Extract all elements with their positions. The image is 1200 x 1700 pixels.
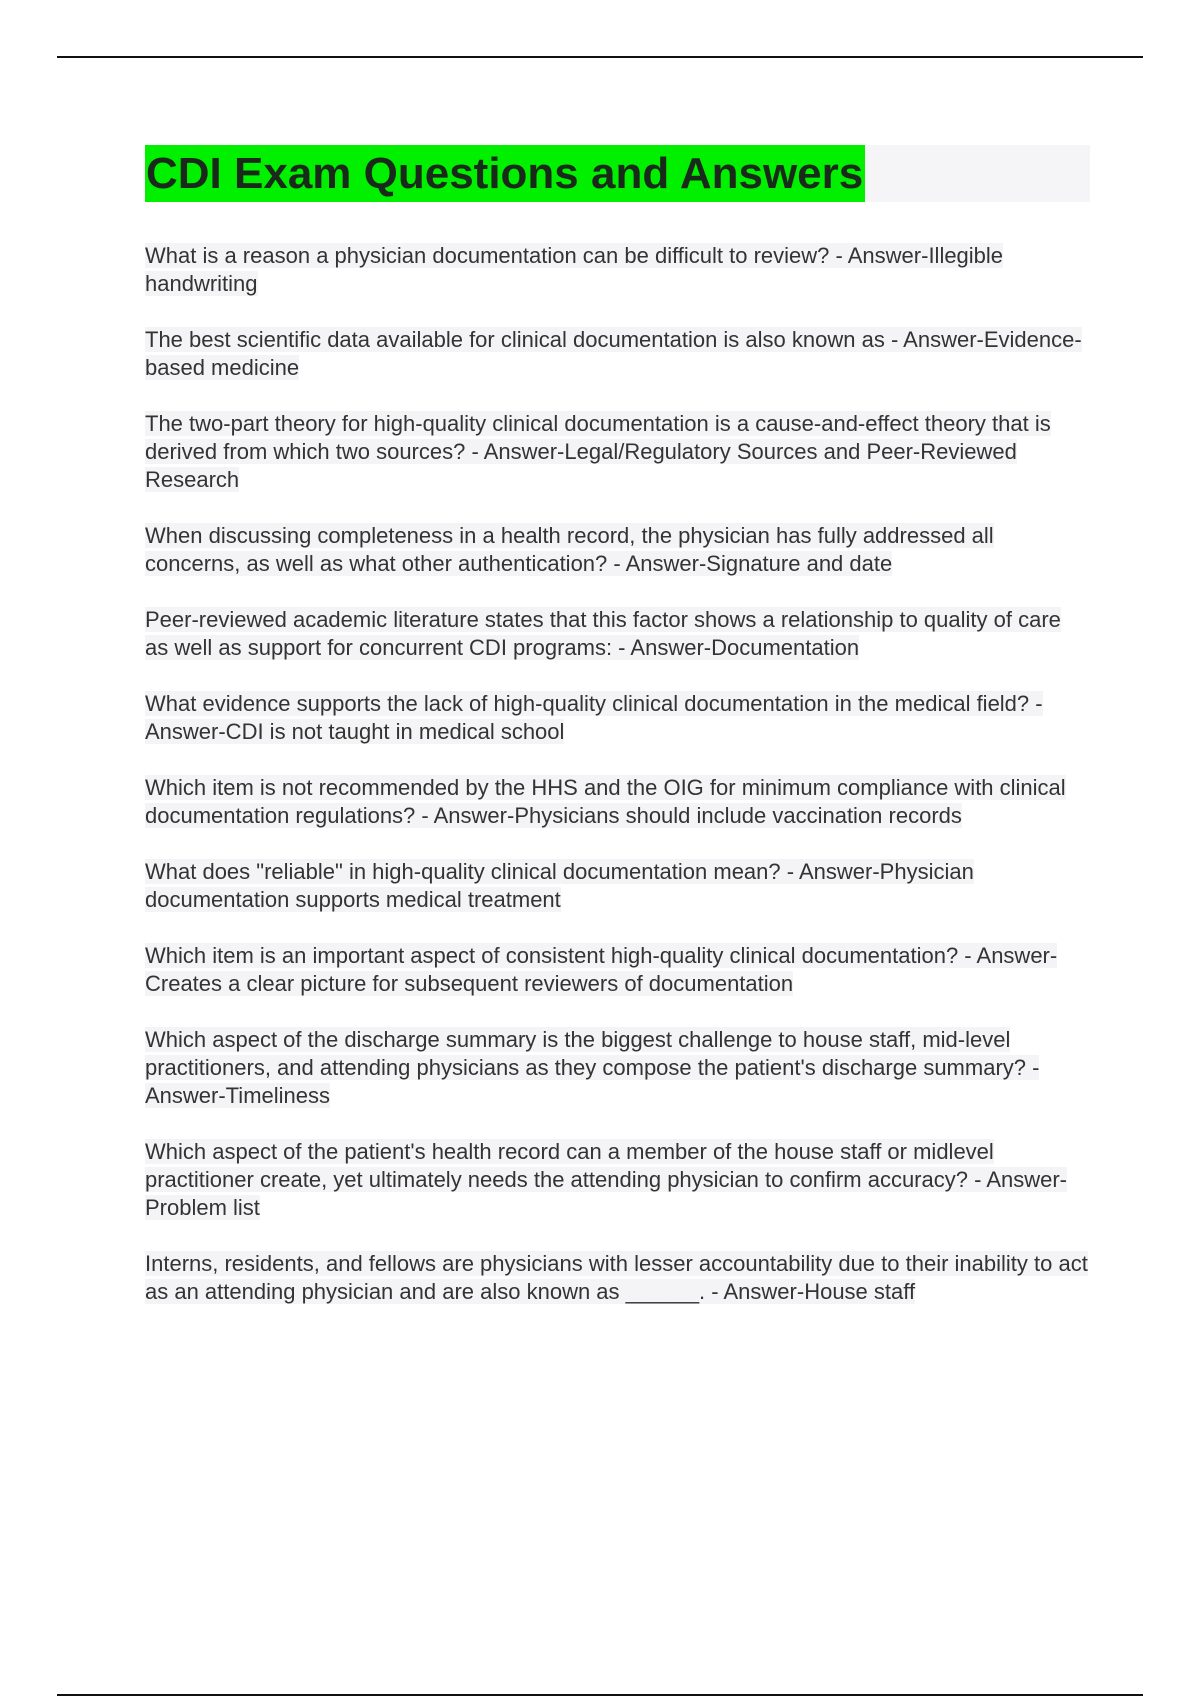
qa-item bbox=[145, 1026, 1090, 1110]
qa-item bbox=[145, 690, 1090, 746]
qa-item bbox=[145, 410, 1090, 494]
qa-item bbox=[145, 1250, 1090, 1306]
qa-text: The best scientific data available for clinical documentation is also known as - Answer-Evidence-based medicine bbox=[145, 327, 1082, 380]
qa-text: The two-part theory for high-quality clinical documentation is a cause-and-effect theory that is derived from which two sources? - Answer-Legal/Regulatory Sources and Peer-Reviewed Research bbox=[145, 411, 1051, 492]
qa-text: Which item is not recommended by the HHS and the OIG for minimum compliance with clinical documentation regulations? - Answer-Physicians should include vaccination records bbox=[145, 775, 1066, 828]
document-title: CDI Exam Questions and Answers bbox=[145, 145, 865, 202]
qa-text: When discussing completeness in a health record, the physician has fully addressed all concerns, as well as what other authentication? - Answer-Signature and date bbox=[145, 523, 994, 576]
qa-item bbox=[145, 242, 1090, 298]
qa-text: Which item is an important aspect of consistent high-quality clinical documentation? - Answer-Creates a clear picture for subsequent reviewers of documentation bbox=[145, 943, 1058, 996]
qa-text: Peer-reviewed academic literature states that this factor shows a relationship to quality of care as well as support for concurrent CDI programs: - Answer-Documentation bbox=[145, 607, 1061, 660]
title-band bbox=[145, 145, 1090, 202]
qa-list bbox=[145, 242, 1090, 1334]
qa-item bbox=[145, 522, 1090, 578]
qa-text: Which aspect of the patient's health record can a member of the house staff or midlevel practitioner create, yet ultimately needs the attending physician to confirm accuracy? - Answer-Problem list bbox=[145, 1139, 1068, 1220]
qa-item bbox=[145, 1138, 1090, 1222]
qa-item bbox=[145, 942, 1090, 998]
qa-item bbox=[145, 774, 1090, 830]
qa-text: What is a reason a physician documentation can be difficult to review? - Answer-Illegible handwriting bbox=[145, 243, 1004, 296]
qa-item bbox=[145, 858, 1090, 914]
qa-item bbox=[145, 326, 1090, 382]
qa-text: What evidence supports the lack of high-quality clinical documentation in the medical field? - Answer-CDI is not taught in medical school bbox=[145, 691, 1043, 744]
qa-item bbox=[145, 606, 1090, 662]
qa-text: Interns, residents, and fellows are physicians with lesser accountability due to their inability to act as an attending physician and are also known as ______. - Answer-House staff bbox=[145, 1251, 1088, 1304]
qa-text: What does "reliable" in high-quality clinical documentation mean? - Answer-Physician documentation supports medical treatment bbox=[145, 859, 974, 912]
qa-text: Which aspect of the discharge summary is the biggest challenge to house staff, mid-level practitioners, and attending physicians as they compose the patient's discharge summary? - Answer-Timeliness bbox=[145, 1027, 1040, 1108]
header-rule bbox=[57, 56, 1143, 58]
footer-rule bbox=[57, 1694, 1143, 1696]
